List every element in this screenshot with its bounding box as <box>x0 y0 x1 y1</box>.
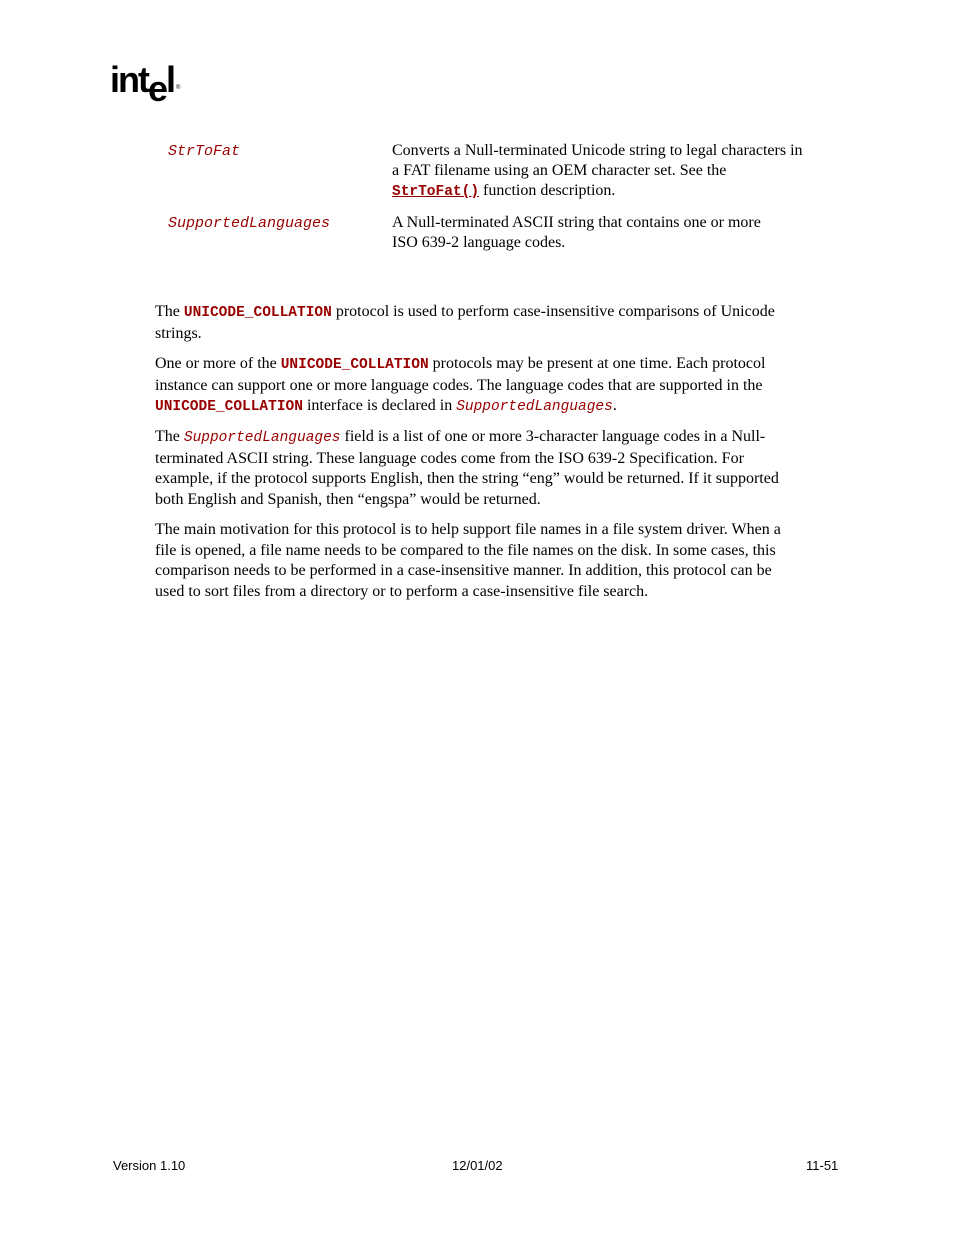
intel-logo: intel ® <box>110 59 181 109</box>
definition-supported-languages: A Null-terminated ASCII string that contains one or more ISO 639-2 language codes. <box>392 214 761 251</box>
paragraph-language-codes: The SupportedLanguages field is a list of one or more 3-character language codes in a Null- terminated ASCII string. These language codes come from the ISO 639-2 Specification. For example, if the protocol supports English, then the string “eng” would be returned. If it supported both English and Spanish, then “engspa” would be returned. <box>155 428 779 508</box>
term-strtofat: StrToFat <box>168 143 241 160</box>
definition-strtofat: Converts a Null-terminated Unicode string to legal characters in a FAT filename using an OEM character set. See the StrToFat() function description. <box>392 142 803 200</box>
strtofat-link[interactable]: StrToFat() <box>392 184 480 200</box>
paragraph-multiple-protocols: One or more of the UNICODE_COLLATION protocols may be present at one time. Each protocol instance can support one or more language codes. The language codes that are supported in the UNICODE_COLLATION interface is declared in SupportedLanguages. <box>155 355 766 415</box>
paragraph-intro: The UNICODE_COLLATION protocol is used to perform case-insensitive comparisons of Unicode strings. <box>155 303 775 342</box>
term-supported-languages: SupportedLanguages <box>168 215 331 232</box>
footer-page-number: 11-51 <box>806 1158 839 1173</box>
footer-date: 12/01/02 <box>452 1158 503 1173</box>
paragraph-motivation: The main motivation for this protocol is to help support file names in a file system driver. When a file is opened, a file name needs to be compared to the file names on the disk. In some cases, this comparison needs to be performed in a case-insensitive manner. In addition, this protocol can be used to sort files from a directory or to perform a case-insensitive file search. <box>155 521 781 600</box>
footer-version: Version 1.10 <box>113 1158 186 1173</box>
